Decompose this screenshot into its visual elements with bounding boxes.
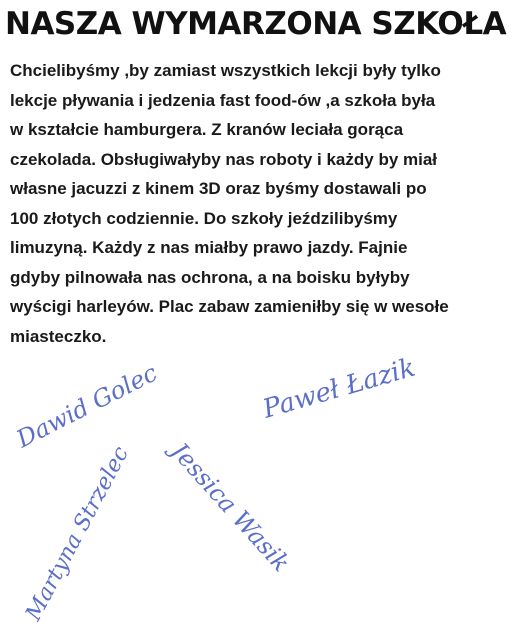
signature-jessica: Jessica Wasik	[165, 437, 296, 578]
essay-line: miasteczko.	[10, 326, 107, 346]
essay-line: własne jacuzzi z kinem 3D oraz byśmy dostawali po	[10, 179, 427, 198]
essay-line: limuzyną. Każdy z nas miałby prawo jazdy. Fajnie	[10, 238, 408, 257]
essay-line: gdyby pilnowała nas ochrona, a na boisku byłyby	[10, 267, 410, 287]
essay-line: czekolada. Obsługiwałyby nas roboty i każdy by miał	[10, 149, 438, 169]
essay-line: 100 złotych codziennie. Do szkoły jeździlibyśmy	[10, 208, 398, 228]
essay-line: w kształcie hamburgera. Z kranów leciała gorąca	[10, 120, 404, 139]
page-title: NASZA WYMARZONA SZKOŁA	[5, 6, 507, 42]
signature-martyna: Martyna Strzelec	[21, 442, 134, 625]
essay-line: lekcje pływania i jedzenia fast food-ów ,a szkoła była	[10, 90, 436, 110]
essay-line: wyścigi harleyów. Plac zabaw zamieniłby się w wesołe	[10, 297, 449, 316]
signature-pawel: Paweł Łazik	[259, 352, 419, 425]
essay-line: Chcielibyśmy ,by zamiast wszystkich lekcji były tylko	[10, 61, 441, 80]
signature-dawid: Dawid Golec	[12, 358, 162, 454]
